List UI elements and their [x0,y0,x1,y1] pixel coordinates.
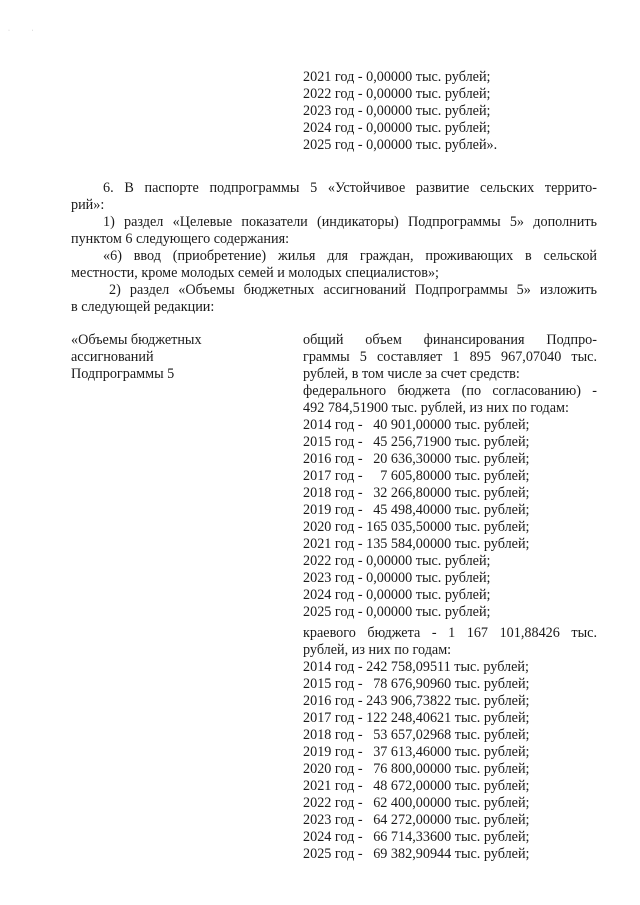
item6-heading-line1: 6. В паспорте подпрограммы 5 «Устойчивое развитие сельских террито- [103,180,597,196]
top-year-line: 2021 год - 0,00000 тыс. рублей; [303,69,491,85]
federal-year-line: 2021 год - 135 584,00000 тыс. рублей; [303,536,530,552]
regional-year-line: 2020 год - 76 800,00000 тыс. рублей; [303,761,530,777]
item6-sub2-line2: в следующей редакции: [71,299,215,315]
top-year-line: 2025 год - 0,00000 тыс. рублей». [303,137,498,153]
regional-year-line: 2018 год - 53 657,02968 тыс. рублей; [303,727,530,743]
federal-year-line: 2023 год - 0,00000 тыс. рублей; [303,570,491,586]
federal-year-line: 2015 год - 45 256,71900 тыс. рублей; [303,434,530,450]
table-right-intro: общий объем финансирования Подпро- [303,332,597,348]
regional-year-line: 2019 год - 37 613,46000 тыс. рублей; [303,744,530,760]
item6-heading-line2: рий»: [71,197,105,213]
table-right-intro: 492 784,51900 тыс. рублей, из них по годам: [303,400,569,416]
federal-year-line: 2018 год - 32 266,80000 тыс. рублей; [303,485,530,501]
regional-intro: краевого бюджета - 1 167 101,88426 тыс. [303,625,597,641]
table-left-label: «Объемы бюджетных [71,332,202,348]
top-year-line: 2023 год - 0,00000 тыс. рублей; [303,103,491,119]
top-year-line: 2024 год - 0,00000 тыс. рублей; [303,120,491,136]
regional-year-line: 2021 год - 48 672,00000 тыс. рублей; [303,778,530,794]
table-right-intro: рублей, в том числе за счет средств: [303,366,520,382]
item6-sub2-line1: 2) раздел «Объемы бюджетных ассигнований Подпрограммы 5» изложить [109,282,597,298]
regional-year-line: 2014 год - 242 758,09511 тыс. рублей; [303,659,529,675]
table-left-label: ассигнований [71,349,154,365]
item6-quote-line2: местности, кроме молодых семей и молодых специалистов»; [71,265,439,281]
federal-year-line: 2024 год - 0,00000 тыс. рублей; [303,587,491,603]
regional-year-line: 2016 год - 243 906,73822 тыс. рублей; [303,693,530,709]
top-year-line: 2022 год - 0,00000 тыс. рублей; [303,86,491,102]
federal-year-line: 2019 год - 45 498,40000 тыс. рублей; [303,502,530,518]
federal-year-line: 2016 год - 20 636,30000 тыс. рублей; [303,451,530,467]
regional-intro: рублей, из них по годам: [303,642,452,658]
federal-year-line: 2014 год - 40 901,00000 тыс. рублей; [303,417,530,433]
item6-sub1-line2: пунктом 6 следующего содержания: [71,231,290,247]
federal-year-line: 2020 год - 165 035,50000 тыс. рублей; [303,519,530,535]
item6-sub1-line1: 1) раздел «Целевые показатели (индикаторы) Подпрограммы 5» дополнить [103,214,597,230]
regional-year-line: 2017 год - 122 248,40621 тыс. рублей; [303,710,530,726]
federal-year-line: 2017 год - 7 605,80000 тыс. рублей; [303,468,530,484]
table-right-intro: федерального бюджета (по согласованию) - [303,383,597,399]
regional-year-line: 2025 год - 69 382,90944 тыс. рублей; [303,846,530,862]
federal-year-line: 2025 год - 0,00000 тыс. рублей; [303,604,491,620]
item6-quote-line1: «6) ввод (приобретение) жилья для граждан, проживающих в сельской [103,248,597,264]
table-left-label: Подпрограммы 5 [71,366,175,382]
regional-year-line: 2015 год - 78 676,90960 тыс. рублей; [303,676,530,692]
federal-year-line: 2022 год - 0,00000 тыс. рублей; [303,553,491,569]
regional-year-line: 2024 год - 66 714,33600 тыс. рублей; [303,829,530,845]
regional-year-line: 2022 год - 62 400,00000 тыс. рублей; [303,795,530,811]
regional-year-line: 2023 год - 64 272,00000 тыс. рублей; [303,812,530,828]
table-right-intro: граммы 5 составляет 1 895 967,07040 тыс. [303,349,597,365]
scan-corner-marks: · · [8,28,44,34]
